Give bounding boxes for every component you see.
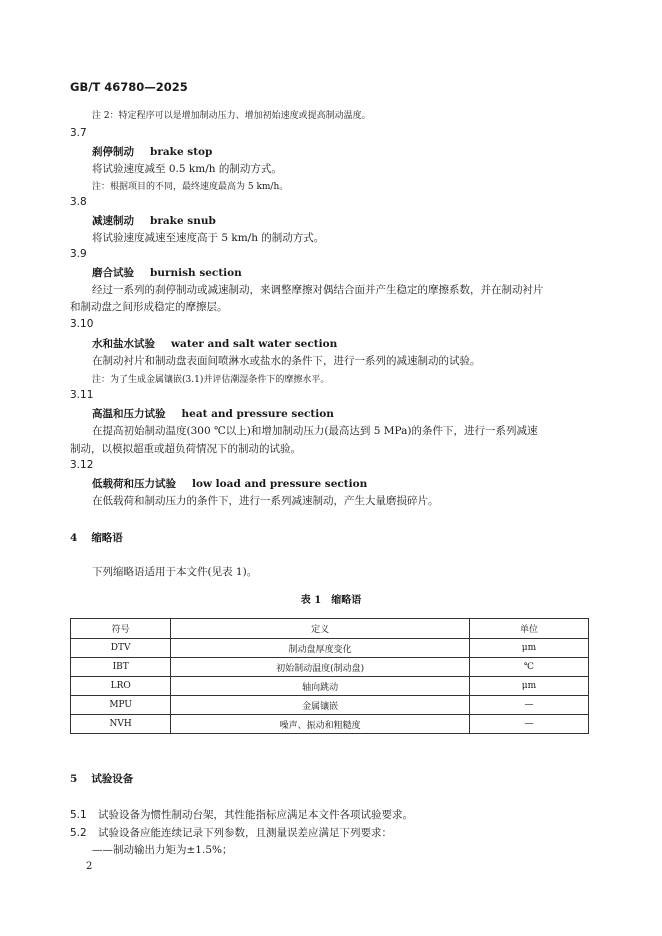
cell-unit: μm: [469, 677, 588, 696]
table-row: [71, 715, 589, 734]
page-number: 2: [86, 861, 93, 872]
clause-number: 5.1: [70, 809, 87, 821]
note-2: 注 2：特定程序可以是增加制动压力、增加初始速度或提高制动温度。: [92, 111, 371, 121]
table-header-row: [71, 619, 589, 639]
term-title: [92, 476, 367, 491]
cell-definition: 轴向跳动: [171, 677, 470, 696]
cell-unit: ℃: [469, 658, 588, 677]
term-note: 注：为了生成金属镶嵌(3.1)并评估潮湿条件下的摩擦水平。: [92, 375, 330, 385]
term-note: 注：根据项目的不同，最终速度最高为 5 km/h。: [92, 182, 289, 192]
term-number: 3.8: [70, 196, 87, 208]
term-en: water and salt water section: [171, 338, 338, 350]
term-title: [92, 144, 212, 159]
term-number: 3.7: [70, 127, 87, 139]
cell-symbol: MPU: [71, 696, 171, 715]
term-zh: 水和盐水试验: [92, 338, 155, 350]
term-en: low load and pressure section: [192, 478, 368, 490]
term-definition: 将试验速度减至 0.5 km/h 的制动方式。: [92, 163, 282, 175]
clause-5-1: [70, 807, 413, 822]
cell-definition: 初始制动温度(制动盘): [171, 658, 470, 677]
term-number: 3.12: [70, 459, 94, 471]
section-title: 试验设备: [91, 773, 134, 785]
term-number: 3.10: [70, 318, 94, 330]
section-heading: [70, 771, 133, 786]
term-en: heat and pressure section: [181, 408, 334, 420]
cell-symbol: LRO: [71, 677, 171, 696]
term-number: 3.11: [70, 389, 94, 401]
term-definition-line: 制动，以模拟超重或超负荷情况下的制动的试验。: [70, 443, 301, 455]
term-zh: 高温和压力试验: [92, 408, 166, 420]
cell-symbol: DTV: [71, 639, 171, 658]
cell-definition: 噪声、振动和粗糙度: [171, 715, 470, 734]
term-title: [92, 336, 337, 351]
cell-unit: μm: [469, 639, 588, 658]
column-header-definition: 定义: [171, 619, 470, 639]
cell-symbol: NVH: [71, 715, 171, 734]
section-intro: 下列缩略语适用于本文件(见表 1)。: [92, 566, 258, 578]
term-definition-line: 和制动盘之间形成稳定的摩擦层。: [70, 301, 228, 313]
term-en: brake snub: [150, 215, 216, 227]
term-zh: 低载荷和压力试验: [92, 478, 176, 490]
term-en: brake stop: [150, 146, 213, 158]
cell-unit: —: [469, 715, 588, 734]
term-definition: 将试验速度减速至速度高于 5 km/h 的制动方式。: [92, 232, 325, 244]
clause-5-2: [70, 825, 392, 840]
standard-number: GB/T 46780—2025: [70, 80, 188, 94]
cell-unit: —: [469, 696, 588, 715]
term-definition-line: 在提高初始制动温度(300 ℃以上)和增加制动压力(最高达到 5 MPa)的条件下，进行一系列减速: [92, 425, 538, 437]
clause-text: 试验设备为惯性制动台架，其性能指标应满足本文件各项试验要求。: [98, 809, 414, 821]
column-header-unit: 单位: [469, 619, 588, 639]
section-number: 5: [70, 773, 78, 785]
term-definition: 在低载荷和制动压力的条件下，进行一系列减速制动，产生大量磨损碎片。: [92, 495, 439, 507]
section-number: 4: [70, 532, 78, 544]
cell-definition: 金属镶嵌: [171, 696, 470, 715]
term-zh: 减速制动: [92, 215, 134, 227]
list-item: ——制动输出力矩为±1.5%；: [92, 844, 233, 856]
term-definition-line: 经过一系列的刹停制动或减速制动，来调整摩擦对偶结合面并产生稳定的摩擦系数，并在制动衬片: [92, 284, 544, 296]
table-title: 表 1 缩略语: [300, 595, 362, 606]
clause-number: 5.2: [70, 827, 87, 839]
term-definition: 在制动衬片和制动盘表面间喷淋水或盐水的条件下，进行一系列的减速制动的试验。: [92, 355, 481, 367]
term-zh: 磨合试验: [92, 267, 134, 279]
cell-definition: 制动盘厚度变化: [171, 639, 470, 658]
clause-text: 试验设备应能连续记录下列参数，且测量误差应满足下列要求：: [98, 827, 393, 839]
table-row: [71, 677, 589, 696]
term-number: 3.9: [70, 248, 87, 260]
term-title: [92, 213, 216, 228]
abbreviation-table: [70, 618, 589, 734]
term-en: burnish section: [150, 267, 242, 279]
table-row: [71, 639, 589, 658]
column-header-symbol: 符号: [71, 619, 171, 639]
section-heading: [70, 530, 123, 545]
term-title: [92, 265, 242, 280]
term-zh: 刹停制动: [92, 146, 134, 158]
cell-symbol: IBT: [71, 658, 171, 677]
section-title: 缩略语: [91, 532, 123, 544]
table-row: [71, 696, 589, 715]
term-title: [92, 406, 334, 421]
table-row: [71, 658, 589, 677]
